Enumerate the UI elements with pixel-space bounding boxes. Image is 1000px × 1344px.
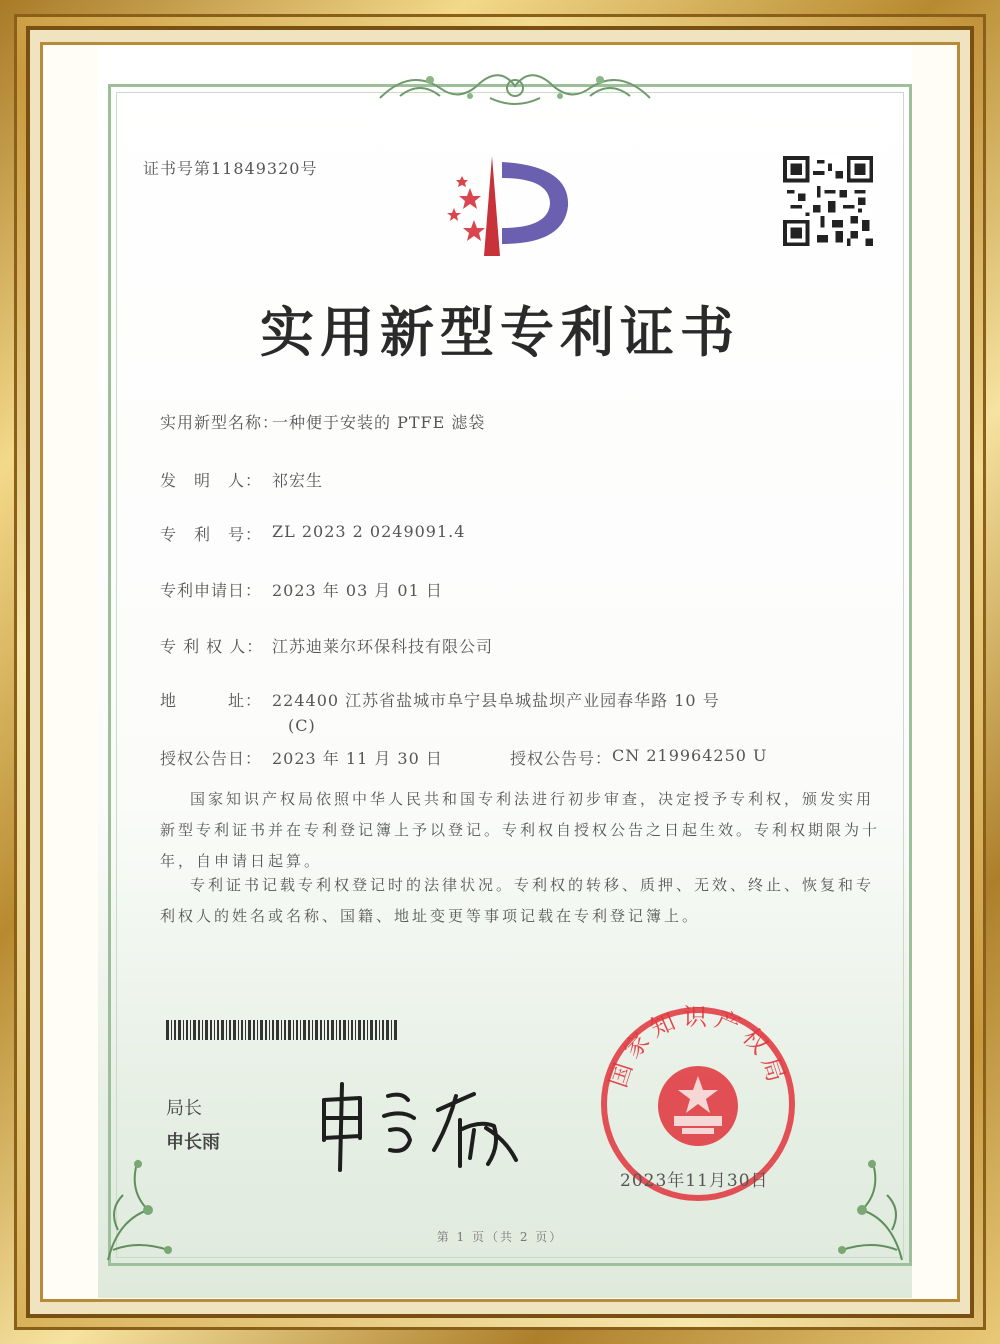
seal-date: 2023年11月30日 (620, 1171, 769, 1191)
ornament-icon (822, 1150, 912, 1270)
ornament-icon (98, 1150, 188, 1270)
patentee: 江苏迪莱尔环保科技有限公司 (272, 637, 494, 656)
seal-text: 国家知识产权局 (604, 1004, 792, 1091)
grant-number: CN 219964250 U (612, 746, 768, 765)
grant-date-label: 授权公告日： (160, 749, 263, 768)
utility-model-name-label: 实用新型名称： (160, 413, 280, 432)
utility-model-name: 一种便于安装的 PTFE 滤袋 (272, 413, 486, 432)
director-name: 申长雨 (166, 1132, 220, 1153)
qr-code-icon (780, 156, 876, 246)
address: 224400 江苏省盐城市阜宁县阜城盐坝产业园春华路 10 号 (272, 691, 720, 710)
body-paragraph-1: 国家知识产权局依照中华人民共和国专利法进行初步审查，决定授予专利权，颁发实用新型专利证书并在专利登记簿上予以登记。专利权自授权公告之日起生效。专利权期限为十年，自申请日起算。 (160, 790, 881, 870)
cnipa-logo-icon (440, 148, 590, 260)
signature (310, 1070, 530, 1180)
patentee-label: 专 利 权 人： (160, 637, 264, 656)
address-label: 地 址： (160, 691, 263, 710)
patent-number-label: 专 利 号： (160, 525, 263, 544)
inventor: 祁宏生 (272, 471, 324, 490)
page-footer: 第 1 页（共 2 页） (436, 1230, 564, 1244)
grant-number-label: 授权公告号： (510, 749, 613, 768)
grant-date: 2023 年 11 月 30 日 (272, 749, 443, 768)
filing-date: 2023 年 03 月 01 日 (272, 581, 443, 600)
director-title: 局长 (166, 1098, 202, 1119)
certificate-title: 实用新型专利证书 (260, 300, 740, 364)
ornament-icon (370, 58, 660, 110)
body-paragraph-2: 专利证书记载专利权登记时的法律状况。专利权的转移、质押、无效、终止、恢复和专利权人的姓名或名称、国籍、地址变更等事项记载在专利登记簿上。 (160, 876, 875, 925)
inventor-label: 发 明 人： (160, 471, 263, 490)
barcode-icon (166, 1020, 398, 1040)
patent-number: ZL 2023 2 0249091.4 (272, 522, 466, 541)
address-suffix: (C) (288, 716, 316, 735)
filing-date-label: 专利申请日： (160, 581, 263, 600)
certificate-number: 证书号第11849320号 (143, 159, 318, 178)
